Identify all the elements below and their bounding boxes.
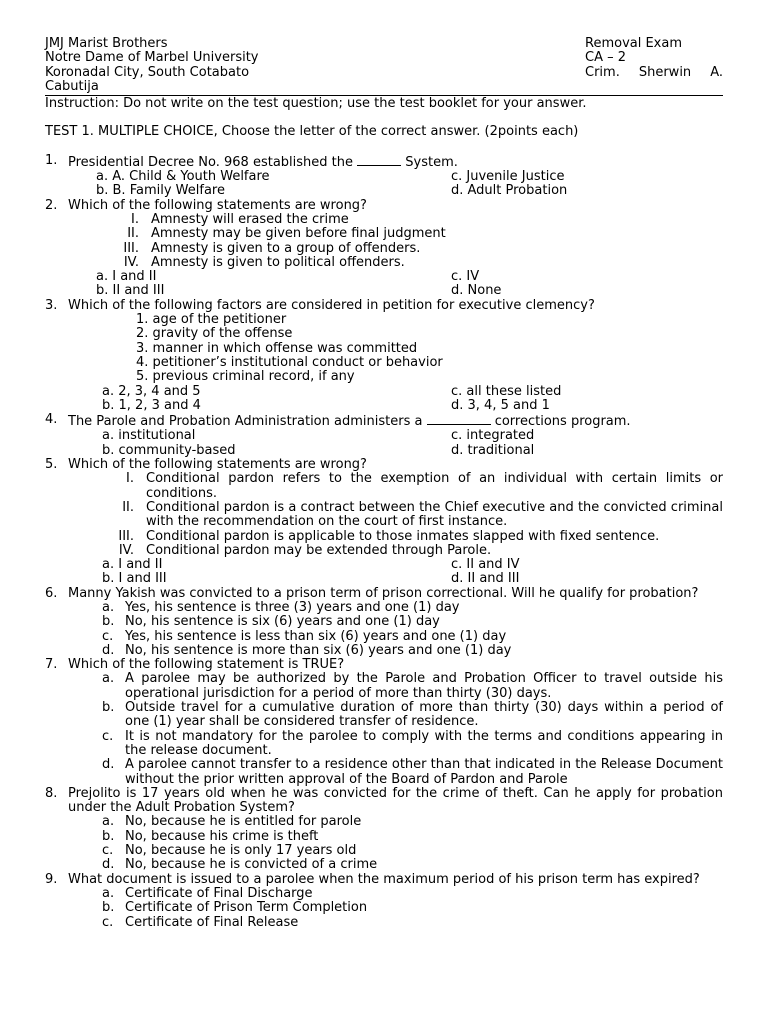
statement-text: Conditional pardon is applicable to those inmates slapped with fixed sentence. [146, 528, 660, 544]
option-d: d. traditional [451, 442, 535, 458]
instructor-surname: Cabutija [45, 78, 99, 94]
school-line: Koronadal City, South Cotabato [45, 64, 250, 80]
statement [45, 544, 723, 558]
option-letter: c. [102, 843, 114, 859]
school-line: JMJ Marist Brothers [45, 36, 168, 51]
options-row [45, 444, 723, 458]
option-d: d. 3, 4, 5 and 1 [451, 397, 550, 413]
option-letter: d. [102, 757, 115, 773]
option-b: b. B. Family Welfare [96, 183, 225, 199]
question-number: 5. [45, 457, 58, 473]
option-letter: d. [102, 642, 115, 658]
factor-item: 5. previous criminal record, if any [136, 369, 355, 385]
statement [45, 213, 723, 227]
question-9 [45, 873, 723, 887]
answer-blank [427, 413, 491, 425]
roman-numeral: II. [127, 226, 139, 242]
statement [45, 530, 723, 544]
question-number: 6. [45, 585, 58, 601]
options-row [45, 385, 723, 399]
option-letter: c. [102, 914, 114, 930]
question-number: 7. [45, 657, 58, 673]
option-text: A parolee may be authorized by the Parole and Probation Officer to travel outside his operational jurisdiction for a period of more than thirty (30) days. [125, 671, 723, 701]
option-b: b. 1, 2, 3 and 4 [102, 397, 201, 413]
option-text: Outside travel for a cumulative duration of more than thirty (30) days within a period of one (1) year shall be considered transfer of residence. [125, 700, 723, 730]
option-b: b. I and III [102, 571, 167, 587]
school-info [45, 37, 259, 80]
option-text: Certificate of Prison Term Completion [125, 900, 368, 916]
option-c: c. integrated [451, 428, 535, 444]
option-text: No, his sentence is six (6) years and one (1) day [125, 614, 440, 630]
question-3 [45, 299, 723, 313]
statement [45, 472, 723, 501]
option [45, 630, 723, 644]
option [45, 887, 723, 901]
option-text: Certificate of Final Release [125, 914, 299, 930]
question-number: 2. [45, 197, 58, 213]
option-d: d. Adult Probation [451, 183, 568, 199]
question-text: Prejolito is 17 years old when he was convicted for the crime of theft. Can he apply for probation under the Adult Probation System? [68, 785, 723, 816]
question-4 [45, 413, 723, 429]
option-a: a. I and II [96, 269, 157, 285]
options-row [45, 270, 723, 284]
options-row [45, 184, 723, 198]
question-2 [45, 199, 723, 213]
option [45, 858, 723, 872]
question-7 [45, 658, 723, 672]
option [45, 901, 723, 915]
question-number: 3. [45, 297, 58, 313]
question-text: Manny Yakish was convicted to a prison term of prison correctional. Will he qualify for probation? [68, 585, 699, 601]
statement [45, 242, 723, 256]
options-row [45, 572, 723, 586]
question-text: What document is issued to a parolee when the maximum period of his prison term has expired? [68, 871, 700, 887]
option-a: a. institutional [102, 428, 196, 444]
question-text: Which of the following statement is TRUE? [68, 657, 345, 673]
option-text: No, because his crime is theft [125, 828, 319, 844]
option [45, 916, 723, 930]
option [45, 758, 723, 787]
factor-item: 2. gravity of the offense [136, 326, 293, 342]
option-letter: c. [102, 628, 114, 644]
exam-header [45, 37, 723, 80]
option-text: No, his sentence is more than six (6) years and one (1) day [125, 642, 512, 658]
option-letter: a. [102, 599, 115, 615]
factor-item: 4. petitioner’s institutional conduct or behavior [136, 354, 443, 370]
option-text: Yes, his sentence is three (3) years and one (1) day [125, 599, 460, 615]
exam-line: CA – 2 [585, 50, 627, 66]
question-text: Which of the following statements are wrong? [68, 457, 367, 473]
roman-numeral: I. [131, 211, 139, 227]
statement [45, 501, 723, 530]
option-letter: d. [102, 857, 115, 873]
statement-text: Conditional pardon is a contract between the Chief executive and the convicted criminal with the recommendation on the court of first instance. [146, 499, 723, 530]
option-a: a. A. Child & Youth Welfare [96, 169, 270, 185]
exam-line: Crim. Sherwin A. [585, 64, 723, 80]
option-text: No, because he is only 17 years old [125, 843, 357, 859]
options-row [45, 558, 723, 572]
option-a: a. 2, 3, 4 and 5 [102, 383, 201, 399]
option [45, 730, 723, 759]
option-d: d. II and III [451, 571, 520, 587]
option-text: Yes, his sentence is less than six (6) years and one (1) day [125, 628, 507, 644]
question-1 [45, 154, 723, 170]
option [45, 830, 723, 844]
statement-text: Conditional pardon may be extended through Parole. [146, 542, 492, 558]
option-b: b. II and III [96, 283, 165, 299]
exam-line: Removal Exam [585, 36, 683, 51]
question-text: Which of the following factors are considered in petition for executive clemency? [68, 297, 595, 313]
option-text: Certificate of Final Discharge [125, 885, 313, 901]
option-letter: b. [102, 828, 115, 844]
roman-numeral: I. [126, 471, 134, 487]
option-text: No, because he is entitled for parole [125, 814, 362, 830]
roman-numeral: III. [118, 528, 134, 544]
option-text: It is not mandatory for the parolee to comply with the terms and conditions appearing in the release document. [125, 728, 723, 758]
exam-info [585, 37, 723, 80]
option-c: c. all these listed [451, 383, 562, 399]
option-letter: c. [102, 728, 114, 744]
option-c: c. II and IV [451, 557, 520, 573]
statement-text: Amnesty may be given before final judgment [151, 226, 446, 242]
option-a: a. I and II [102, 557, 163, 573]
option-b: b. community-based [102, 442, 236, 458]
exam-page [45, 37, 723, 930]
factor-item: 3. manner in which offense was committed [136, 340, 418, 356]
option [45, 815, 723, 829]
instruction: Instruction: Do not write on the test question; use the test booklet for your answer. [45, 96, 587, 112]
question-number: 8. [45, 785, 58, 801]
option-letter: b. [102, 614, 115, 630]
roman-numeral: III. [123, 240, 139, 256]
options-row [45, 284, 723, 298]
statement-text: Conditional pardon refers to the exemption of an individual with certain limits or conditions. [146, 471, 723, 501]
question-text: The Parole and Probation Administration administers a [68, 414, 427, 430]
option [45, 701, 723, 730]
option [45, 844, 723, 858]
question-text: Presidential Decree No. 968 established the [68, 154, 358, 170]
option [45, 672, 723, 701]
option-text: A parolee cannot transfer to a residence other than that indicated in the Release Document without the prior written approval of the Board of Pardon and Parole [125, 757, 723, 787]
roman-numeral: IV. [118, 542, 134, 558]
factor-item: 1. age of the petitioner [136, 312, 287, 328]
question-number: 1. [45, 152, 58, 168]
question-text: corrections program. [490, 414, 631, 430]
test-title: TEST 1. MULTIPLE CHOICE, Choose the letter of the correct answer. (2points each) [45, 124, 579, 140]
school-line: Notre Dame of Marbel University [45, 50, 259, 66]
question-number: 9. [45, 871, 58, 887]
option-letter: a. [102, 814, 115, 830]
statement-text: Amnesty is given to political offenders. [151, 254, 405, 270]
options-row [45, 170, 723, 184]
answer-blank [357, 154, 401, 166]
option-letter: b. [102, 900, 115, 916]
statement-text: Amnesty is given to a group of offenders. [151, 240, 421, 256]
option-letter: b. [102, 700, 115, 716]
statement [45, 227, 723, 241]
option-c: c. Juvenile Justice [451, 169, 565, 185]
options-row [45, 399, 723, 413]
question-text: Which of the following statements are wrong? [68, 197, 367, 213]
question-8 [45, 787, 723, 816]
option-letter: a. [102, 885, 115, 901]
option-letter: a. [102, 671, 115, 687]
options-row [45, 429, 723, 443]
option [45, 644, 723, 658]
question-text: System. [401, 154, 458, 170]
option-text: No, because he is convicted of a crime [125, 857, 378, 873]
roman-numeral: II. [122, 499, 134, 515]
statement-text: Amnesty will erased the crime [151, 211, 349, 227]
option-c: c. IV [451, 269, 480, 285]
roman-numeral: IV. [123, 254, 139, 270]
option-d: d. None [451, 283, 502, 299]
question-number: 4. [45, 412, 58, 428]
statement [45, 256, 723, 270]
option [45, 615, 723, 629]
question-5 [45, 458, 723, 472]
question-6 [45, 587, 723, 601]
option [45, 601, 723, 615]
